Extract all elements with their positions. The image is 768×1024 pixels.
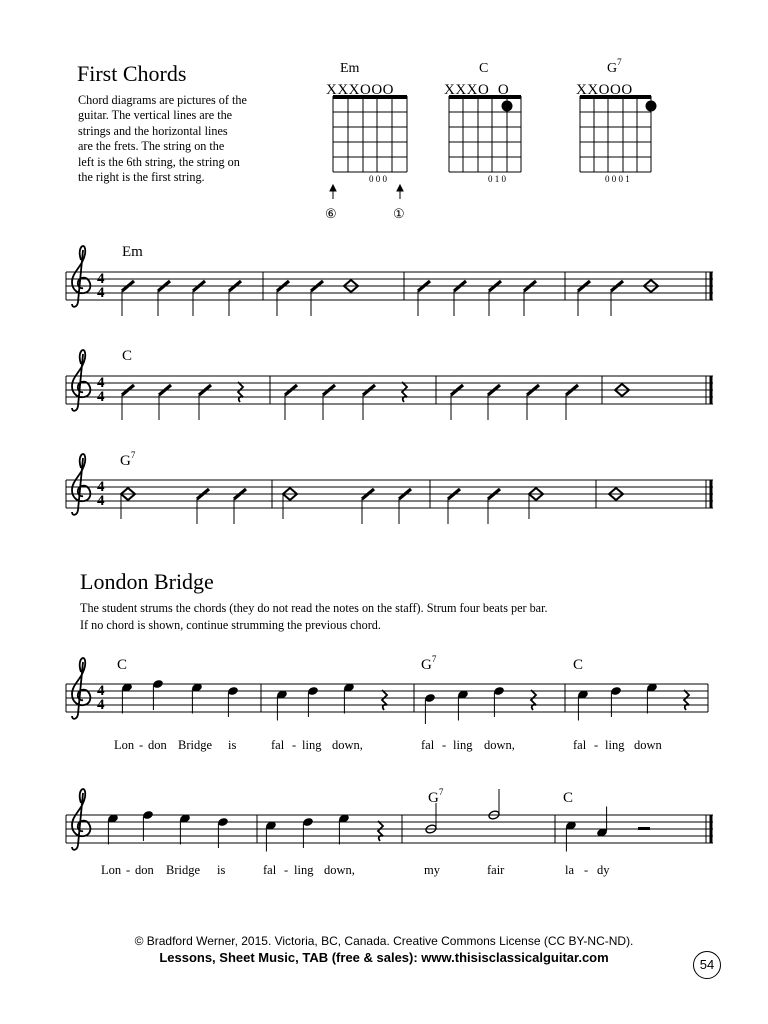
staff-g7 [66,454,713,524]
lyric-syllable: my [424,863,440,877]
staff-c [66,350,713,420]
lyric-syllable: down, [484,738,515,752]
london-bridge-title: London Bridge [80,569,214,594]
lyric-syllable: fair [487,863,505,877]
song-chord-name: C [117,657,128,673]
lyric-syllable: ling [605,738,625,752]
lyric-syllable: don [135,863,154,877]
copyright-notice: © Bradford Werner, 2015. Victoria, BC, Canada. Creative Commons License (CC BY-NC-ND). [134,934,634,948]
lyric-syllable: dy [597,863,610,877]
lyric-syllable: ling [453,738,473,752]
intro-line: are the frets. The string on the [78,139,225,154]
lyric-syllable: Lon [101,863,122,877]
page-number: 54 [693,951,721,979]
lyric-syllable: down, [324,863,355,877]
song-chord-name: C [573,657,584,673]
string-status-marks: XXXOOO [326,82,394,98]
song-chord-name: C [563,790,574,806]
lyric-syllable: la [565,863,575,877]
instruction-line: If no chord is shown, continue strumming the previous chord. [80,617,381,632]
staff-london-bridge-1 [66,658,708,724]
website-line: Lessons, Sheet Music, TAB (free & sales): www.thisisclassicalguitar.com [159,950,609,965]
string-status-marks: XXOOO [576,82,633,98]
exercise-chord-name: $G^7$ [120,450,136,469]
first-string-label: ① [393,206,405,221]
lyric-hyphen: - [284,863,289,877]
intro-line: the right is the first string. [78,170,205,185]
staff-em [66,246,713,316]
exercise-chord-name: C [122,348,133,364]
lyric-hyphen: - [126,863,131,877]
intro-line: left is the 6th string, the string on [78,154,240,169]
finger-numbers: 0 1 0 [488,174,506,184]
lyric-syllable: fal [573,738,587,752]
lyric-syllable: Bridge [166,863,201,877]
chord-diagram-name: Em [340,61,360,76]
lyric-hyphen: - [594,738,599,752]
lyric-syllable: Lon [114,738,135,752]
first-chords-title: First Chords [77,61,187,86]
lyric-hyphen: - [584,863,589,877]
lyric-hyphen: - [292,738,297,752]
chord-diagram-name: C [479,61,489,76]
sixth-string-label: ⑥ [325,206,337,221]
london-bridge-instructions [80,600,548,633]
lyric-syllable: down [634,738,662,752]
lyric-syllable: fal [421,738,435,752]
lyric-syllable: is [217,863,226,877]
lyric-syllable: fal [263,863,277,877]
intro-line: guitar. The vertical lines are the [78,108,233,123]
song-chord-name: $G^7$ [428,787,444,806]
instruction-line: The student strums the chords (they do not read the notes on the staff). Strum four beats per bar. [80,601,548,615]
staff-london-bridge-2 [66,789,713,852]
music-score: 4 4 [0,0,768,900]
lyric-syllable: fal [271,738,285,752]
lyric-syllable: down, [332,738,363,752]
lyric-hyphen: - [442,738,447,752]
intro-line: Chord diagrams are pictures of the [78,93,247,107]
string-status-marks: XXXO O [444,82,510,98]
intro-line: strings and the horizontal lines [78,123,228,138]
lyric-syllable: ling [294,863,314,877]
lyric-syllable: Bridge [178,738,213,752]
lyric-syllable: don [148,738,167,752]
finger-numbers: 0 0 0 [369,174,387,184]
lyric-syllable: ling [302,738,322,752]
lyric-syllable: is [228,738,237,752]
song-chord-name: $G^7$ [421,654,437,673]
lyric-hyphen: - [139,738,144,752]
finger-numbers: 0 0 0 1 [605,174,630,184]
chord-diagram-name: $G^7$ [607,57,622,76]
exercise-chord-name: Em [122,244,143,260]
